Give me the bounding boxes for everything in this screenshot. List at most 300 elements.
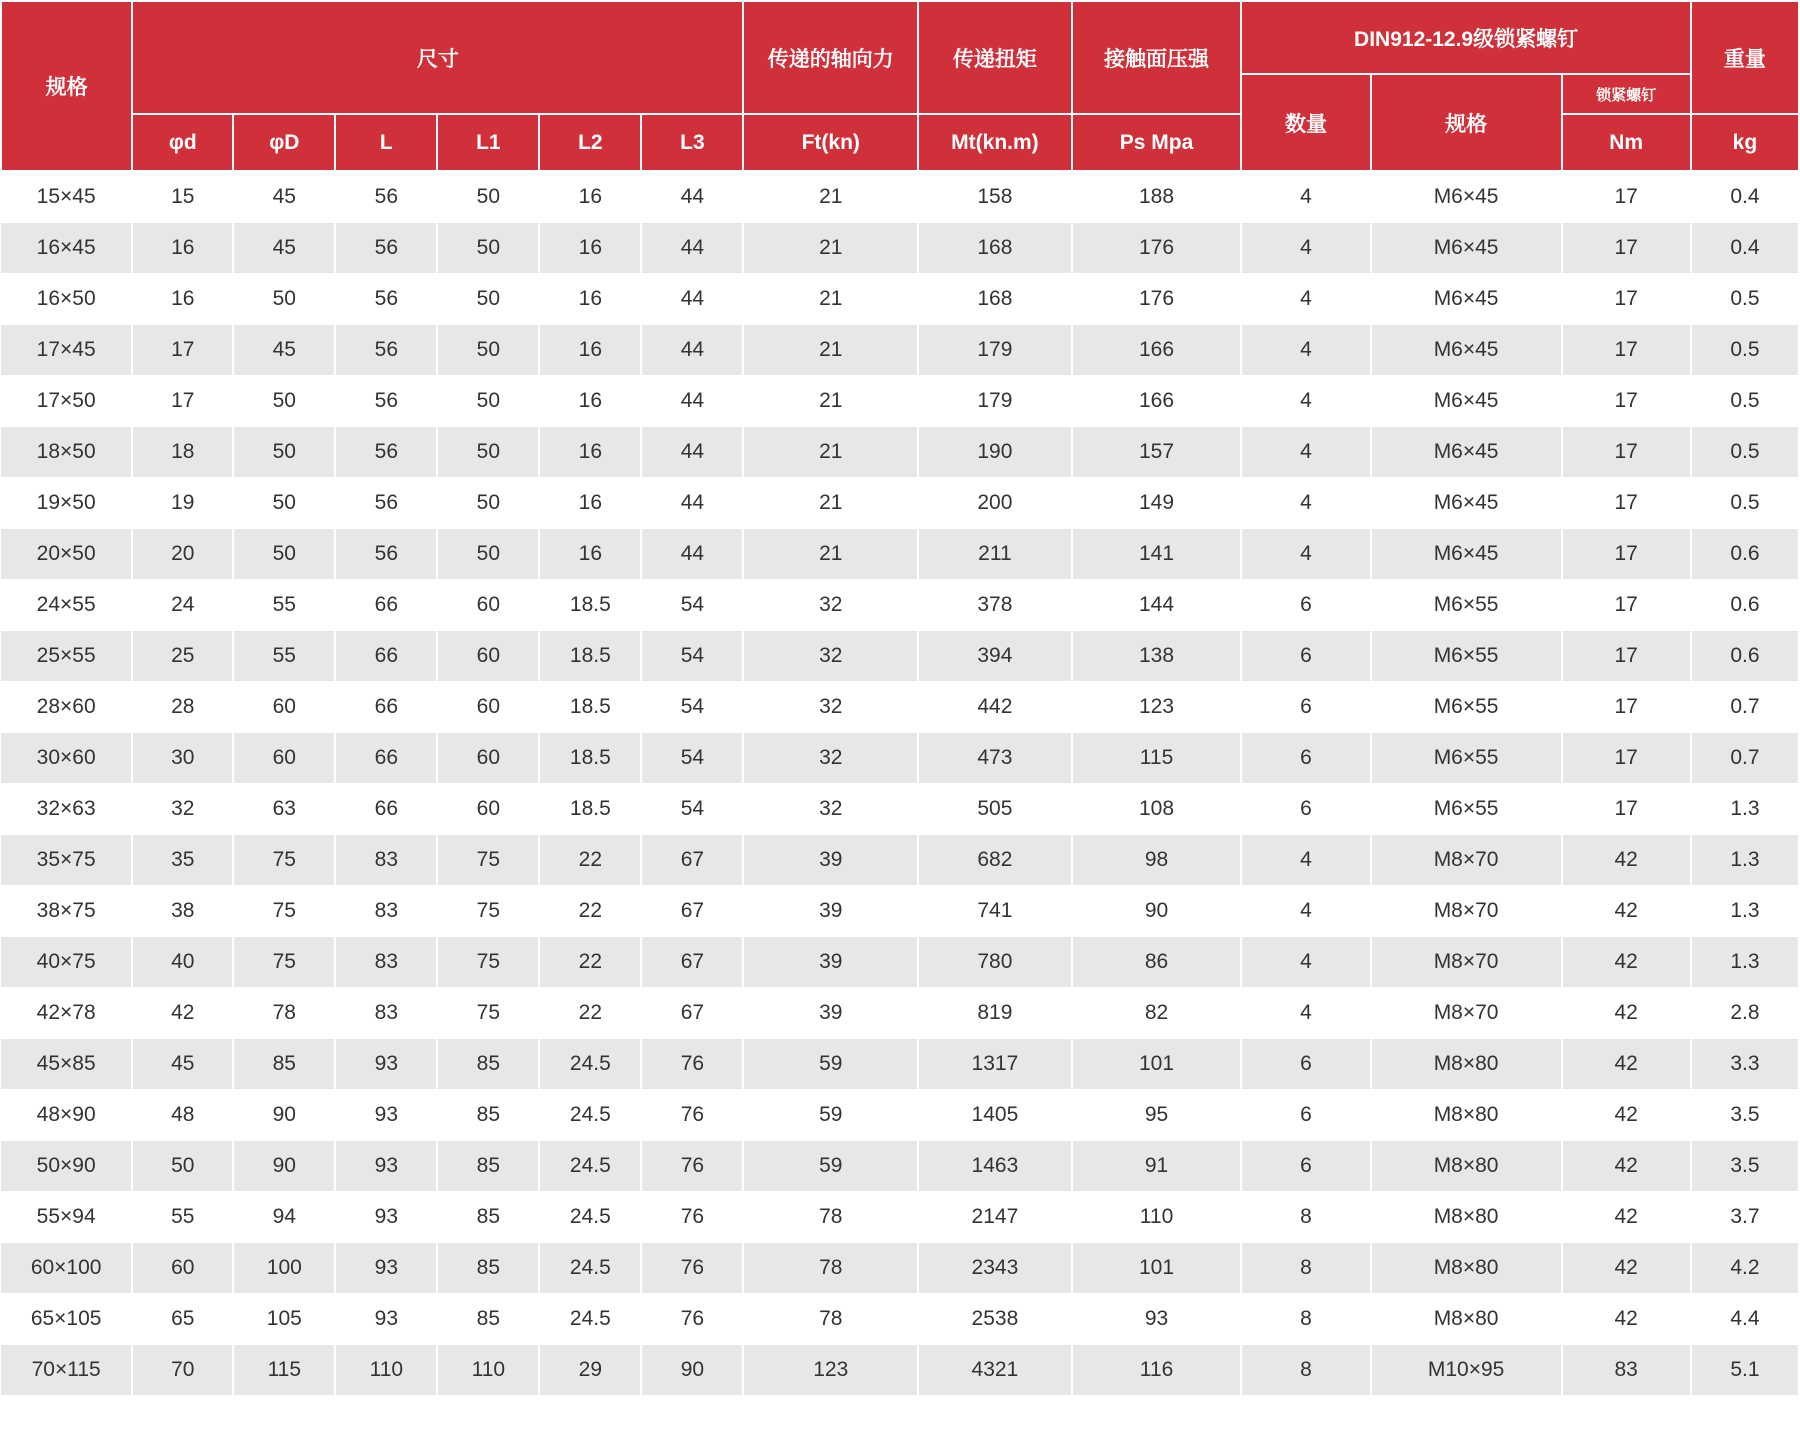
cell-screw-spec: M6×45 [1371,478,1562,529]
cell-length-L1: 110 [437,1345,539,1396]
cell-pressure: 115 [1072,733,1242,784]
cell-outer-D: 115 [233,1345,335,1396]
cell-length-L3: 54 [641,682,743,733]
cell-screw-qty: 6 [1241,1039,1370,1090]
cell-outer-D: 50 [233,376,335,427]
cell-screw-qty: 4 [1241,529,1370,580]
cell-screw-qty: 8 [1241,1294,1370,1345]
header-dimensions: 尺寸 [132,1,743,114]
cell-tightening-torque: 17 [1562,682,1691,733]
cell-screw-spec: M8×70 [1371,988,1562,1039]
table-row [1,733,1799,784]
cell-length-L1: 50 [437,427,539,478]
cell-screw-spec: M10×95 [1371,1345,1562,1396]
cell-length-L3: 54 [641,631,743,682]
cell-tightening-torque: 42 [1562,1039,1691,1090]
cell-torque: 2343 [918,1243,1072,1294]
cell-torque: 505 [918,784,1072,835]
cell-screw-spec: M8×80 [1371,1090,1562,1141]
cell-weight: 0.7 [1691,682,1799,733]
cell-spec: 35×75 [1,835,132,886]
cell-length-L: 66 [335,784,437,835]
table-row [1,631,1799,682]
cell-screw-spec: M6×45 [1371,529,1562,580]
header-spec: 规格 [1,1,132,171]
cell-torque: 179 [918,325,1072,376]
cell-length-L: 93 [335,1192,437,1243]
cell-outer-D: 105 [233,1294,335,1345]
cell-spec: 18×50 [1,427,132,478]
cell-bore-d: 42 [132,988,233,1039]
cell-axial-force: 32 [743,682,918,733]
cell-weight: 5.1 [1691,1345,1799,1396]
cell-bore-d: 65 [132,1294,233,1345]
cell-length-L: 56 [335,171,437,223]
table-row [1,171,1799,223]
table-row [1,223,1799,274]
cell-bore-d: 30 [132,733,233,784]
cell-axial-force: 123 [743,1345,918,1396]
cell-tightening-torque: 17 [1562,529,1691,580]
cell-axial-force: 39 [743,886,918,937]
cell-length-L: 66 [335,631,437,682]
cell-length-L2: 22 [539,937,641,988]
cell-spec: 28×60 [1,682,132,733]
cell-length-L: 83 [335,937,437,988]
cell-torque: 4321 [918,1345,1072,1396]
cell-length-L3: 44 [641,427,743,478]
cell-bore-d: 18 [132,427,233,478]
cell-spec: 45×85 [1,1039,132,1090]
cell-screw-spec: M6×55 [1371,631,1562,682]
cell-length-L3: 44 [641,376,743,427]
cell-axial-force: 78 [743,1243,918,1294]
cell-length-L1: 50 [437,376,539,427]
cell-screw-qty: 4 [1241,274,1370,325]
cell-bore-d: 38 [132,886,233,937]
cell-outer-D: 45 [233,325,335,376]
cell-tightening-torque: 17 [1562,274,1691,325]
cell-spec: 25×55 [1,631,132,682]
cell-bore-d: 17 [132,376,233,427]
cell-outer-D: 45 [233,171,335,223]
cell-screw-spec: M6×55 [1371,733,1562,784]
cell-axial-force: 59 [743,1090,918,1141]
cell-weight: 4.4 [1691,1294,1799,1345]
cell-spec: 40×75 [1,937,132,988]
cell-length-L1: 85 [437,1141,539,1192]
cell-torque: 168 [918,274,1072,325]
cell-length-L2: 24.5 [539,1090,641,1141]
cell-length-L1: 50 [437,325,539,376]
cell-axial-force: 21 [743,529,918,580]
cell-length-L2: 22 [539,886,641,937]
cell-length-L: 83 [335,886,437,937]
header-L: L [335,114,437,171]
cell-length-L1: 75 [437,835,539,886]
header-screw-qty: 数量 [1241,74,1370,171]
cell-weight: 1.3 [1691,886,1799,937]
cell-length-L2: 16 [539,171,641,223]
cell-tightening-torque: 42 [1562,1141,1691,1192]
cell-length-L1: 50 [437,529,539,580]
cell-length-L: 56 [335,427,437,478]
cell-tightening-torque: 42 [1562,1294,1691,1345]
cell-outer-D: 50 [233,478,335,529]
cell-torque: 473 [918,733,1072,784]
header-torque: 传递扭矩 [918,1,1072,114]
cell-spec: 19×50 [1,478,132,529]
cell-axial-force: 21 [743,274,918,325]
cell-bore-d: 35 [132,835,233,886]
header-L3: L3 [641,114,743,171]
table-row [1,682,1799,733]
cell-length-L3: 90 [641,1345,743,1396]
cell-outer-D: 94 [233,1192,335,1243]
cell-length-L: 56 [335,478,437,529]
cell-weight: 3.5 [1691,1141,1799,1192]
cell-pressure: 95 [1072,1090,1242,1141]
header-L1: L1 [437,114,539,171]
cell-screw-spec: M8×70 [1371,937,1562,988]
cell-screw-spec: M6×45 [1371,274,1562,325]
cell-outer-D: 60 [233,733,335,784]
table-row [1,1294,1799,1345]
cell-length-L: 56 [335,223,437,274]
cell-pressure: 93 [1072,1294,1242,1345]
cell-screw-qty: 6 [1241,1141,1370,1192]
cell-pressure: 141 [1072,529,1242,580]
table-row [1,1090,1799,1141]
table-row [1,376,1799,427]
cell-spec: 24×55 [1,580,132,631]
table-row [1,1141,1799,1192]
cell-axial-force: 32 [743,784,918,835]
cell-screw-qty: 4 [1241,988,1370,1039]
cell-torque: 200 [918,478,1072,529]
cell-length-L: 83 [335,835,437,886]
table-row [1,1192,1799,1243]
cell-tightening-torque: 42 [1562,835,1691,886]
cell-length-L2: 24.5 [539,1141,641,1192]
cell-torque: 1317 [918,1039,1072,1090]
cell-bore-d: 28 [132,682,233,733]
cell-screw-qty: 4 [1241,937,1370,988]
cell-length-L1: 50 [437,478,539,529]
cell-screw-spec: M6×45 [1371,223,1562,274]
cell-torque: 1463 [918,1141,1072,1192]
cell-length-L1: 75 [437,988,539,1039]
cell-screw-spec: M8×70 [1371,835,1562,886]
cell-length-L1: 75 [437,886,539,937]
cell-screw-spec: M6×55 [1371,580,1562,631]
cell-length-L2: 16 [539,376,641,427]
cell-spec: 20×50 [1,529,132,580]
cell-screw-spec: M8×80 [1371,1141,1562,1192]
cell-pressure: 82 [1072,988,1242,1039]
cell-weight: 3.7 [1691,1192,1799,1243]
cell-screw-spec: M8×80 [1371,1039,1562,1090]
cell-weight: 0.7 [1691,733,1799,784]
table-row [1,1345,1799,1396]
cell-length-L: 93 [335,1141,437,1192]
cell-spec: 17×45 [1,325,132,376]
cell-length-L2: 24.5 [539,1243,641,1294]
cell-axial-force: 78 [743,1294,918,1345]
cell-length-L3: 54 [641,580,743,631]
cell-spec: 65×105 [1,1294,132,1345]
cell-length-L2: 18.5 [539,733,641,784]
cell-tightening-torque: 17 [1562,325,1691,376]
cell-length-L3: 76 [641,1090,743,1141]
cell-pressure: 144 [1072,580,1242,631]
cell-length-L1: 85 [437,1039,539,1090]
cell-tightening-torque: 83 [1562,1345,1691,1396]
cell-bore-d: 15 [132,171,233,223]
cell-weight: 2.8 [1691,988,1799,1039]
header-ft: Ft(kn) [743,114,918,171]
cell-axial-force: 32 [743,631,918,682]
cell-torque: 682 [918,835,1072,886]
table-row [1,427,1799,478]
cell-length-L2: 16 [539,427,641,478]
cell-screw-qty: 6 [1241,1090,1370,1141]
cell-length-L3: 44 [641,223,743,274]
cell-axial-force: 59 [743,1141,918,1192]
cell-bore-d: 20 [132,529,233,580]
header-lock-screw: 锁紧螺钉 [1562,74,1691,114]
cell-length-L2: 16 [539,223,641,274]
cell-axial-force: 21 [743,325,918,376]
cell-weight: 3.5 [1691,1090,1799,1141]
cell-outer-D: 55 [233,631,335,682]
cell-screw-spec: M6×45 [1371,171,1562,223]
cell-pressure: 90 [1072,886,1242,937]
table-row [1,478,1799,529]
cell-length-L3: 76 [641,1294,743,1345]
cell-screw-spec: M6×45 [1371,325,1562,376]
cell-screw-qty: 8 [1241,1243,1370,1294]
cell-screw-qty: 8 [1241,1345,1370,1396]
cell-length-L2: 18.5 [539,682,641,733]
cell-bore-d: 48 [132,1090,233,1141]
cell-outer-D: 63 [233,784,335,835]
cell-bore-d: 70 [132,1345,233,1396]
cell-pressure: 188 [1072,171,1242,223]
cell-weight: 4.2 [1691,1243,1799,1294]
table-row [1,325,1799,376]
cell-screw-qty: 6 [1241,631,1370,682]
cell-length-L3: 44 [641,171,743,223]
cell-torque: 394 [918,631,1072,682]
cell-spec: 16×50 [1,274,132,325]
cell-torque: 158 [918,171,1072,223]
cell-torque: 1405 [918,1090,1072,1141]
cell-outer-D: 75 [233,937,335,988]
cell-torque: 211 [918,529,1072,580]
cell-length-L: 93 [335,1090,437,1141]
cell-length-L3: 44 [641,478,743,529]
cell-spec: 55×94 [1,1192,132,1243]
header-weight: 重量 [1691,1,1799,114]
cell-weight: 0.5 [1691,427,1799,478]
cell-screw-spec: M8×80 [1371,1294,1562,1345]
cell-bore-d: 19 [132,478,233,529]
cell-length-L: 93 [335,1243,437,1294]
cell-length-L3: 54 [641,733,743,784]
cell-weight: 0.5 [1691,376,1799,427]
cell-length-L: 66 [335,580,437,631]
cell-axial-force: 32 [743,733,918,784]
cell-weight: 0.6 [1691,631,1799,682]
cell-length-L2: 18.5 [539,580,641,631]
cell-tightening-torque: 42 [1562,1192,1691,1243]
cell-length-L1: 85 [437,1192,539,1243]
cell-length-L: 66 [335,682,437,733]
cell-spec: 16×45 [1,223,132,274]
cell-outer-D: 50 [233,274,335,325]
cell-outer-D: 100 [233,1243,335,1294]
cell-pressure: 149 [1072,478,1242,529]
cell-length-L1: 50 [437,223,539,274]
cell-length-L3: 76 [641,1192,743,1243]
header-kg: kg [1691,114,1799,171]
cell-bore-d: 60 [132,1243,233,1294]
cell-spec: 70×115 [1,1345,132,1396]
table-row [1,988,1799,1039]
cell-weight: 0.5 [1691,325,1799,376]
cell-length-L: 56 [335,325,437,376]
cell-spec: 48×90 [1,1090,132,1141]
cell-pressure: 91 [1072,1141,1242,1192]
cell-weight: 0.4 [1691,171,1799,223]
cell-length-L3: 67 [641,937,743,988]
cell-tightening-torque: 42 [1562,1243,1691,1294]
cell-weight: 0.6 [1691,580,1799,631]
cell-length-L3: 44 [641,325,743,376]
cell-weight: 0.5 [1691,274,1799,325]
cell-tightening-torque: 17 [1562,223,1691,274]
cell-weight: 0.5 [1691,478,1799,529]
table-row [1,1039,1799,1090]
cell-pressure: 157 [1072,427,1242,478]
table-row [1,580,1799,631]
cell-weight: 3.3 [1691,1039,1799,1090]
cell-length-L2: 18.5 [539,631,641,682]
cell-length-L3: 76 [641,1141,743,1192]
cell-spec: 38×75 [1,886,132,937]
table-row [1,1243,1799,1294]
cell-weight: 1.3 [1691,937,1799,988]
header-L2: L2 [539,114,641,171]
cell-tightening-torque: 17 [1562,376,1691,427]
cell-torque: 179 [918,376,1072,427]
cell-screw-qty: 4 [1241,325,1370,376]
cell-torque: 2147 [918,1192,1072,1243]
cell-outer-D: 75 [233,886,335,937]
cell-pressure: 176 [1072,223,1242,274]
cell-pressure: 108 [1072,784,1242,835]
cell-axial-force: 78 [743,1192,918,1243]
cell-length-L: 66 [335,733,437,784]
cell-length-L3: 54 [641,784,743,835]
cell-weight: 0.4 [1691,223,1799,274]
cell-bore-d: 32 [132,784,233,835]
cell-axial-force: 21 [743,171,918,223]
cell-spec: 32×63 [1,784,132,835]
cell-tightening-torque: 17 [1562,580,1691,631]
cell-length-L2: 24.5 [539,1039,641,1090]
cell-screw-qty: 4 [1241,427,1370,478]
cell-pressure: 86 [1072,937,1242,988]
cell-screw-spec: M8×80 [1371,1243,1562,1294]
cell-tightening-torque: 17 [1562,784,1691,835]
cell-axial-force: 21 [743,478,918,529]
cell-pressure: 176 [1072,274,1242,325]
cell-tightening-torque: 42 [1562,988,1691,1039]
cell-spec: 15×45 [1,171,132,223]
cell-outer-D: 50 [233,427,335,478]
cell-outer-D: 90 [233,1090,335,1141]
cell-length-L2: 16 [539,478,641,529]
cell-length-L3: 67 [641,886,743,937]
cell-screw-qty: 4 [1241,835,1370,886]
cell-pressure: 166 [1072,325,1242,376]
cell-outer-D: 55 [233,580,335,631]
cell-bore-d: 17 [132,325,233,376]
cell-length-L3: 67 [641,988,743,1039]
cell-pressure: 110 [1072,1192,1242,1243]
cell-screw-qty: 4 [1241,886,1370,937]
cell-axial-force: 39 [743,988,918,1039]
cell-length-L2: 29 [539,1345,641,1396]
cell-length-L3: 44 [641,529,743,580]
cell-torque: 378 [918,580,1072,631]
cell-length-L1: 60 [437,784,539,835]
cell-spec: 17×50 [1,376,132,427]
cell-length-L1: 50 [437,171,539,223]
cell-screw-qty: 4 [1241,223,1370,274]
table-header [1,1,1799,171]
cell-tightening-torque: 17 [1562,427,1691,478]
cell-axial-force: 39 [743,937,918,988]
cell-bore-d: 55 [132,1192,233,1243]
cell-bore-d: 16 [132,223,233,274]
cell-length-L: 56 [335,529,437,580]
cell-length-L: 83 [335,988,437,1039]
cell-screw-qty: 4 [1241,171,1370,223]
cell-screw-qty: 6 [1241,733,1370,784]
cell-screw-spec: M6×45 [1371,427,1562,478]
cell-length-L1: 60 [437,682,539,733]
cell-weight: 1.3 [1691,835,1799,886]
cell-screw-spec: M6×55 [1371,682,1562,733]
cell-screw-qty: 4 [1241,478,1370,529]
table-row [1,835,1799,886]
cell-tightening-torque: 42 [1562,937,1691,988]
table-row [1,784,1799,835]
cell-length-L1: 85 [437,1243,539,1294]
header-d: φd [132,114,233,171]
cell-length-L2: 16 [539,325,641,376]
cell-screw-qty: 6 [1241,682,1370,733]
cell-bore-d: 50 [132,1141,233,1192]
cell-torque: 442 [918,682,1072,733]
cell-bore-d: 25 [132,631,233,682]
cell-length-L: 56 [335,274,437,325]
cell-spec: 42×78 [1,988,132,1039]
cell-screw-spec: M8×80 [1371,1192,1562,1243]
